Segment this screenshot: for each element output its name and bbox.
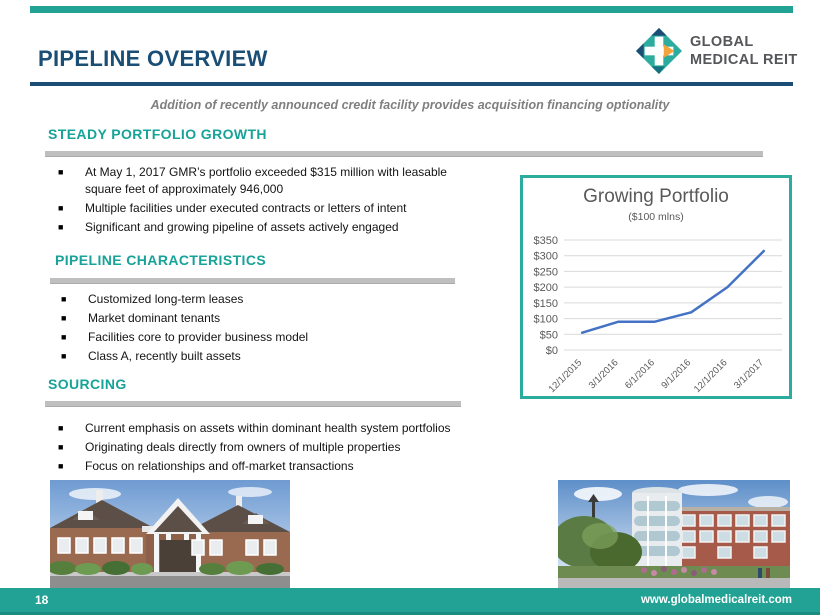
- section-divider-bar: [50, 278, 455, 284]
- glass-tower-building-photo: [558, 480, 790, 588]
- svg-text:$150: $150: [533, 297, 558, 310]
- bullet-square-icon: ■: [61, 294, 67, 304]
- bullet-text: At May 1, 2017 GMR’s portfolio exceeded $315 million with leasable square feet of approximately 946,000: [85, 165, 447, 196]
- bullet-square-icon: ■: [58, 203, 64, 213]
- bullet-item: [60, 310, 490, 327]
- page-number: 18: [35, 593, 49, 607]
- pipeline-characteristics-bullets: [60, 291, 490, 367]
- bullet-square-icon: ■: [61, 313, 67, 323]
- bullet-item: [57, 219, 485, 236]
- line-chart-plot: [524, 228, 788, 398]
- bullet-square-icon: ■: [58, 461, 64, 471]
- svg-text:9/1/2016: 9/1/2016: [659, 357, 694, 392]
- company-logo: [636, 28, 798, 74]
- bullet-text: Originating deals directly from owners of multiple properties: [85, 440, 401, 454]
- bullet-square-icon: ■: [58, 442, 64, 452]
- bullet-square-icon: ■: [58, 167, 64, 177]
- svg-text:12/1/2015: 12/1/2015: [546, 357, 585, 396]
- section-heading-pipeline-characteristics: PIPELINE CHARACTERISTICS: [55, 252, 267, 268]
- bullet-item: [60, 348, 490, 365]
- section-divider-bar: [45, 401, 461, 407]
- bullet-square-icon: ■: [58, 222, 64, 232]
- bullet-text: Customized long-term leases: [88, 292, 244, 306]
- page-title: PIPELINE OVERVIEW: [38, 46, 268, 71]
- bullet-square-icon: ■: [61, 351, 67, 361]
- svg-text:3/1/2017: 3/1/2017: [732, 357, 766, 392]
- top-accent-bar: [30, 6, 793, 13]
- bullet-text: Significant and growing pipeline of assets actively engaged: [85, 220, 399, 234]
- svg-text:12/1/2016: 12/1/2016: [691, 357, 730, 396]
- slide-subtitle: Addition of recently announced credit facility provides acquisition financing optionality: [150, 98, 670, 112]
- bullet-item: [57, 420, 502, 437]
- title-underline: [30, 82, 793, 86]
- bullet-item: [57, 458, 502, 475]
- logo-line2: MEDICAL REIT: [690, 52, 798, 68]
- bullet-square-icon: ■: [58, 423, 64, 433]
- bullet-text: Multiple facilities under executed contracts or letters of intent: [85, 201, 407, 215]
- svg-text:6/1/2016: 6/1/2016: [623, 357, 657, 392]
- medical-cross-logo-icon: [636, 28, 682, 74]
- svg-text:$250: $250: [533, 266, 558, 279]
- svg-text:3/1/2016: 3/1/2016: [586, 357, 621, 392]
- section-heading-steady-portfolio-growth: STEADY PORTFOLIO GROWTH: [48, 126, 267, 142]
- bullet-text: Class A, recently built assets: [88, 349, 241, 363]
- svg-text:$350: $350: [533, 235, 558, 247]
- bullet-item: [57, 200, 485, 217]
- svg-text:$300: $300: [533, 250, 558, 263]
- svg-text:$200: $200: [533, 282, 558, 295]
- logo-line1: GLOBAL: [690, 34, 754, 50]
- steady-portfolio-growth-bullets: [57, 164, 485, 238]
- sourcing-bullets: [57, 420, 502, 477]
- bullet-item: [57, 439, 502, 456]
- bullet-text: Focus on relationships and off-market transactions: [85, 459, 354, 473]
- bullet-item: [57, 164, 485, 198]
- bullet-text: Current emphasis on assets within dominant health system portfolios: [85, 421, 451, 435]
- chart-subtitle: ($100 mlns): [628, 211, 684, 223]
- website-url: www.globalmedicalreit.com: [640, 594, 792, 606]
- section-heading-sourcing: SOURCING: [48, 376, 127, 392]
- bullet-item: [60, 291, 490, 308]
- bullet-text: Facilities core to provider business model: [88, 330, 309, 344]
- logo-wordmark: [690, 33, 798, 69]
- footer-bar: [0, 588, 820, 615]
- svg-text:$100: $100: [533, 313, 558, 326]
- section-divider-bar: [45, 151, 763, 157]
- svg-text:$50: $50: [539, 329, 558, 342]
- growing-portfolio-chart: [520, 175, 792, 399]
- bullet-item: [60, 329, 490, 346]
- svg-text:$0: $0: [545, 345, 558, 357]
- brick-building-photo: [50, 480, 290, 590]
- bullet-text: Market dominant tenants: [88, 311, 221, 325]
- bullet-square-icon: ■: [61, 332, 67, 342]
- chart-title: Growing Portfolio: [583, 186, 729, 207]
